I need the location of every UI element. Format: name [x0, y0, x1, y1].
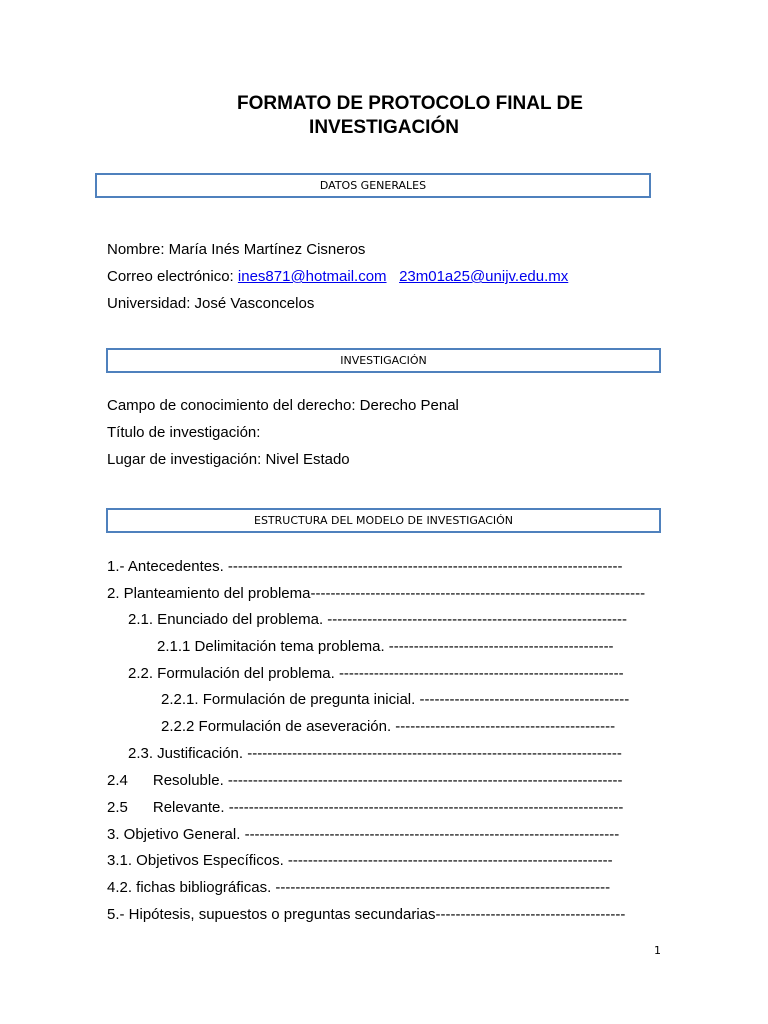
toc-item: 2. Planteamiento del problema------------------------------------------------------------------- — [107, 585, 646, 602]
section-header-datos-generales: DATOS GENERALES — [95, 173, 651, 198]
toc-item: 2.2.2 Formulación de aseveración. -------------------------------------------- — [161, 718, 616, 735]
document-title — [210, 92, 610, 140]
toc-item: 2.1.1 Delimitación tema problema. --------------------------------------------- — [157, 638, 614, 655]
campo-line: Campo de conocimiento del derecho: Derecho Penal — [107, 397, 459, 414]
toc-item: 2.4 Resoluble. ------------------------------------------------------------------------------- — [107, 772, 623, 789]
email-link-hotmail[interactable]: ines871@hotmail.com — [237, 268, 387, 285]
toc-item: 3.1. Objetivos Específicos. ----------------------------------------------------------------- — [107, 852, 613, 869]
nombre-line: Nombre: María Inés Martínez Cisneros — [107, 241, 366, 258]
toc-item: 2.5 Relevante. ------------------------------------------------------------------------------- — [107, 799, 624, 816]
toc-item: 2.2.1. Formulación de pregunta inicial. ------------------------------------------ — [161, 691, 630, 708]
toc-item: 2.1. Enunciado del problema. ------------------------------------------------------------ — [128, 611, 628, 628]
page-number: 1 — [654, 944, 661, 957]
correo-label: Correo electrónico: — [107, 268, 238, 285]
section-header-estructura: ESTRUCTURA DEL MODELO DE INVESTIGACIÓN — [106, 508, 661, 533]
toc-item: 2.3. Justificación. --------------------------------------------------------------------------- — [128, 745, 622, 762]
lugar-line: Lugar de investigación: Nivel Estado — [107, 451, 350, 468]
correo-line — [107, 268, 568, 286]
toc-item: 1.- Antecedentes. ------------------------------------------------------------------------------- — [107, 558, 623, 575]
toc-item: 2.2. Formulación del problema. --------------------------------------------------------- — [128, 665, 624, 682]
universidad-line: Universidad: José Vasconcelos — [107, 295, 315, 312]
title-line-1: FORMATO DE PROTOCOLO FINAL DE — [237, 93, 583, 114]
toc-item: 3. Objetivo General. --------------------------------------------------------------------------- — [107, 826, 620, 843]
toc-item: 5.- Hipótesis, supuestos o preguntas secundarias-------------------------------------- — [107, 906, 626, 923]
toc-item: 4.2. fichas bibliográficas. ------------------------------------------------------------------- — [107, 879, 611, 896]
section-header-investigacion: INVESTIGACIÓN — [106, 348, 661, 373]
title-line-2: INVESTIGACIÓN — [309, 117, 459, 138]
titulo-line: Título de investigación: — [107, 424, 261, 441]
email-link-unijv[interactable]: 23m01a25@unijv.edu.mx — [399, 268, 569, 285]
